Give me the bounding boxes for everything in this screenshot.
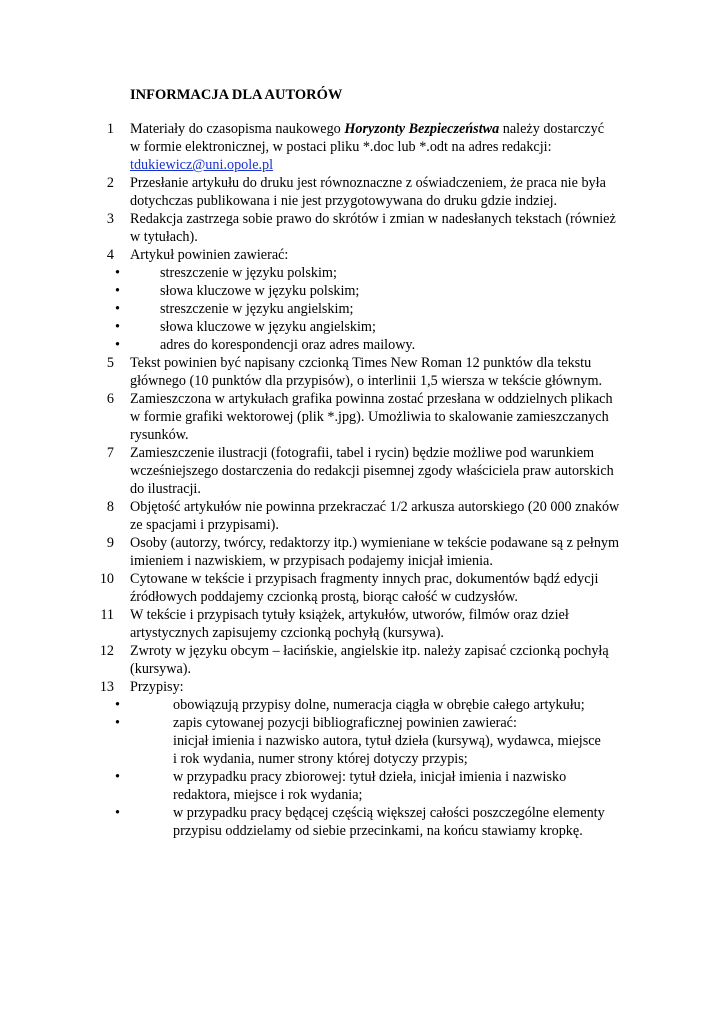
- bullet-item: • słowa kluczowe w języku polskim;: [115, 283, 360, 299]
- bullet-item: • streszczenie w języku angielskim;: [115, 301, 354, 317]
- footnote-bullet-continuation: i rok wydania, numer strony której dotyczy przypis;: [173, 751, 468, 767]
- item-number: 5: [106, 355, 114, 371]
- item-text-line: Objętość artykułów nie powinna przekraczać 1/2 arkusza autorskiego (20 000 znaków: [130, 499, 620, 515]
- item-number: 7: [106, 445, 114, 461]
- item-number: 2: [106, 175, 114, 191]
- item-number: 4: [106, 247, 114, 263]
- item-text-line: Tekst powinien być napisany czcionką Times New Roman 12 punktów dla tekstu: [130, 355, 592, 371]
- item-number: 11: [100, 607, 114, 623]
- bullet-icon: •: [115, 265, 120, 281]
- item-number: 6: [106, 391, 114, 407]
- item-text-line: Zamieszczona w artykułach grafika powinna zostać przesłana w oddzielnych plikach: [130, 391, 613, 407]
- list-item-4: [0, 246, 648, 354]
- item-number: 9: [106, 535, 114, 551]
- footnote-bullet: • zapis cytowanej pozycji bibliograficznej powinien zawierać:: [115, 715, 517, 731]
- item-text-line: ze spacjami i przypisami).: [130, 517, 279, 533]
- item-text-line: Zwroty w języku obcym – łacińskie, angielskie itp. należy zapisać czcionką pochyłą: [130, 643, 609, 659]
- item-text-line: Artykuł powinien zawierać:: [130, 247, 289, 263]
- bullet-icon: •: [115, 769, 120, 785]
- document-title: INFORMACJA DLA AUTORÓW: [130, 87, 343, 103]
- item-text-line: w formie elektronicznej, w postaci pliku *.doc lub *.odt na adres redakcji:: [130, 139, 552, 155]
- item-text-line: imieniem i nazwiskiem, w przypisach podajemy inicjał imienia.: [130, 553, 493, 569]
- list-item-8: [0, 498, 648, 534]
- item-number: 8: [106, 499, 114, 515]
- bullet-icon: •: [115, 283, 120, 299]
- list-item-13: [0, 678, 648, 840]
- item-text-line: rysunków.: [130, 427, 189, 443]
- bullet-icon: •: [115, 697, 120, 713]
- bullet-icon: •: [115, 805, 120, 821]
- item-text-line: wcześniejszego dostarczenia do redakcji pisemnej zgody właściciela praw autorskich: [130, 463, 614, 479]
- item-text-line: (kursywa).: [130, 661, 192, 677]
- list-item-10: [0, 570, 648, 606]
- list-item-2: [0, 174, 648, 210]
- item-text-line: Przypisy:: [130, 679, 184, 695]
- item-text-line: dotychczas publikowana i nie jest przygotowywana do druku gdzie indziej.: [130, 193, 558, 209]
- item-text-line: w tytułach).: [130, 229, 198, 245]
- bullet-item: • streszczenie w języku polskim;: [115, 265, 337, 281]
- item-text-line: w formie grafiki wektorowej (plik *.jpg). Umożliwia to skalowanie zamieszczanych: [130, 409, 609, 425]
- list-item-3: [0, 210, 648, 246]
- item-number: 13: [99, 679, 114, 695]
- footnote-bullet: • obowiązują przypisy dolne, numeracja ciągła w obrębie całego artykułu;: [115, 697, 585, 713]
- bullet-icon: •: [115, 337, 120, 353]
- bullet-icon: •: [115, 319, 120, 335]
- bullet-item: • adres do korespondencji oraz adres mailowy.: [115, 337, 416, 353]
- editor-email-link[interactable]: tdukiewicz@uni.opole.pl: [130, 157, 274, 173]
- item-number: 10: [99, 571, 114, 587]
- guidelines-list: [0, 120, 724, 840]
- footnote-bullet-continuation: redaktora, miejsce i rok wydania;: [173, 787, 363, 803]
- list-item-7: [0, 444, 648, 498]
- item-number: 12: [99, 643, 114, 659]
- item-number: 1: [106, 121, 114, 137]
- list-item-1: [0, 120, 648, 174]
- bullet-icon: •: [115, 715, 120, 731]
- item-text-line: głównego (10 punktów dla przypisów), o interlinii 1,5 wiersza w tekście głównym.: [130, 373, 603, 389]
- item-text-line: W tekście i przypisach tytuły książek, artykułów, utworów, filmów oraz dzieł: [130, 607, 569, 623]
- item-text-line: Redakcja zastrzega sobie prawo do skrótów i zmian w nadesłanych tekstach (również: [130, 211, 616, 227]
- item-number: 3: [106, 211, 114, 227]
- footnote-bullet-continuation: inicjał imienia i nazwisko autora, tytuł dzieła (kursywą), wydawca, miejsce: [173, 733, 601, 749]
- list-item-11: [0, 606, 648, 642]
- item-text-line: Zamieszczenie ilustracji (fotografii, tabel i rycin) będzie możliwe pod warunkiem: [130, 445, 595, 461]
- list-item-12: [0, 642, 648, 678]
- item-text-line: źródłowych poddajemy czcionką prostą, biorąc całość w cudzysłów.: [130, 589, 518, 605]
- item-text-line: Materiały do czasopisma naukowego Horyzonty Bezpieczeństwa należy dostarczyć: [130, 121, 604, 137]
- footnote-bullet-continuation: przypisu oddzielamy od siebie przecinkami, na końcu stawiamy kropkę.: [173, 823, 583, 839]
- footnote-bullet: • w przypadku pracy zbiorowej: tytuł dzieła, inicjał imienia i nazwisko: [115, 769, 567, 785]
- bullet-item: • słowa kluczowe w języku angielskim;: [115, 319, 376, 335]
- item-text-line: Przesłanie artykułu do druku jest równoznaczne z oświadczeniem, że praca nie była: [130, 175, 606, 191]
- item-text-line: do ilustracji.: [130, 481, 201, 497]
- list-item-5: [0, 354, 648, 390]
- footnote-bullet: • w przypadku pracy będącej częścią większej całości poszczególne elementy: [115, 805, 605, 821]
- item-text-line: artystycznych zapisujemy czcionką pochyłą (kursywa).: [130, 625, 444, 641]
- bullet-icon: •: [115, 301, 120, 317]
- list-item-6: [0, 390, 648, 444]
- list-item-9: [0, 534, 648, 570]
- journal-name: Horyzonty Bezpieczeństwa: [344, 121, 500, 137]
- item-text-line: Osoby (autorzy, twórcy, redaktorzy itp.) wymieniane w tekście podawane są z pełnym: [130, 535, 620, 551]
- item-text-line: Cytowane w tekście i przypisach fragmenty innych prac, dokumentów bądź edycji: [130, 571, 599, 587]
